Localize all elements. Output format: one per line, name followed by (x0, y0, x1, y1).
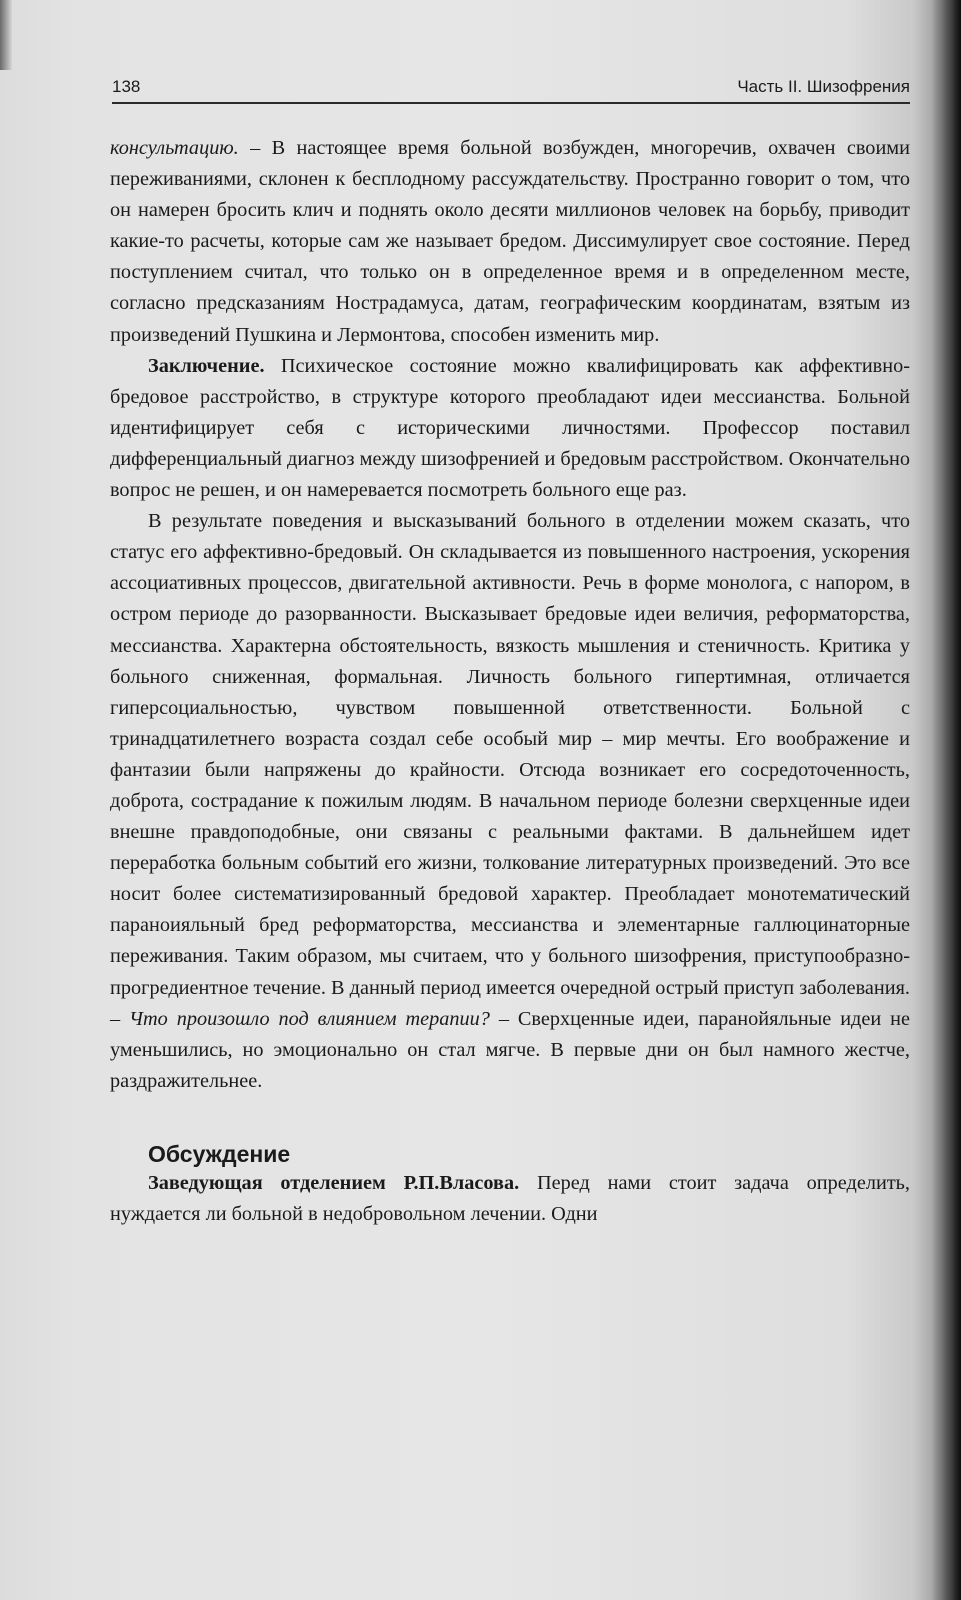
lead-bold: Заключение. (148, 354, 265, 377)
paragraph-text: Перед нами стоит задача определить, нуждается ли больной в недобровольном лечении. Одни (110, 1171, 911, 1225)
binding-shadow (931, 0, 961, 1600)
paragraph-text: В результате поведения и высказываний больного в отделении можем сказать, что статус его аффективно-бредовый. Он складывается из повышенного настроения, ускорения ассоциативных процессов, двигательной активности. Речь в форме монолога, с напором, в остром периоде до разорванности. Высказывает бредовые идеи величия, реформаторства, мессианства. Характерна обстоятельность, вязкость мышления и стеничность. Критика у больного сниженная, формальная. Личность больного гипертимная, отличается гиперсоциальностью, чувством повышенной ответственности. Больной с тринадцатилетнего возраста создал себе особый мир – мир мечты. Его воображение и фантазии были напряжены до крайности. Отсюда возникает его сосредоточенность, доброта, сострадание к пожилым людям. В начальном периоде болезни сверхценные идеи внешне правдоподобные, они связаны с реальными фактами. В дальнейшем идет переработка больным событий его жизни, толкование литературных произведений. Это все носит более систематизированный бредовой характер. Преобладает монотематический параноияльный бред реформаторства, мессианства и элементарные галлюцинаторные переживания. Таким образом, мы считаем, что у больного шизофрения, приступообразно-прогредиентное течение. В данный период имеется очередной острый приступ заболевания. – (110, 510, 910, 1030)
paragraph-conclusion (110, 351, 910, 506)
section-heading: Обсуждение (148, 1140, 291, 1167)
page-header (112, 74, 910, 104)
paragraph-text: Психическое состояние можно квалифицировать как аффективно-бредовое расстройство, в структуре которого преобладают идеи мессианства. Больной идентифицирует себя с историческими личностями. Профессор поставил дифференциальный диагноз между шизофренией и бредовым расстройством. Окончательно вопрос не решен, и он намеревается посмотреть больного еще раз. (110, 354, 910, 502)
paragraph-consultation (110, 133, 910, 351)
question-italic: Что произошло под влиянием терапии? (129, 1007, 490, 1030)
paragraph-text: – В настоящее время больной возбужден, многоречив, охвачен своими переживаниями, склонен к бесплодному рассуждательству. Пространно говорит о том, что он намерен бросить клич и поднять около десяти миллионов человек на борьбу, приводит какие-то расчеты, которые сам же называет бредом. Диссимулирует свое состояние. Перед поступлением считал, что только он в определенное время и в определенном месте, согласно предсказаниям Нострадамуса, датам, географическим координатам, взятым из произведений Пушкина и Лермонтова, способен изменить мир. (110, 137, 910, 346)
running-title: Часть II. Шизофрения (737, 77, 910, 96)
lead-bold: Заведующая отделением Р.П.Власова. (148, 1171, 520, 1194)
page-body (110, 133, 910, 1230)
paragraph-discussion (110, 1168, 910, 1230)
lead-italic: консультацию. (110, 137, 239, 159)
page-number: 138 (112, 77, 141, 96)
page-edge-left (0, 0, 12, 70)
paragraph-text-after: – Сверхценные идеи, паранойяльные идеи не уменьшились, но эмоционально он стал мягче. В первые дни он был намного жестче, раздражительнее. (110, 1007, 910, 1092)
paragraph-status (110, 506, 910, 1097)
header-rule (112, 102, 910, 104)
